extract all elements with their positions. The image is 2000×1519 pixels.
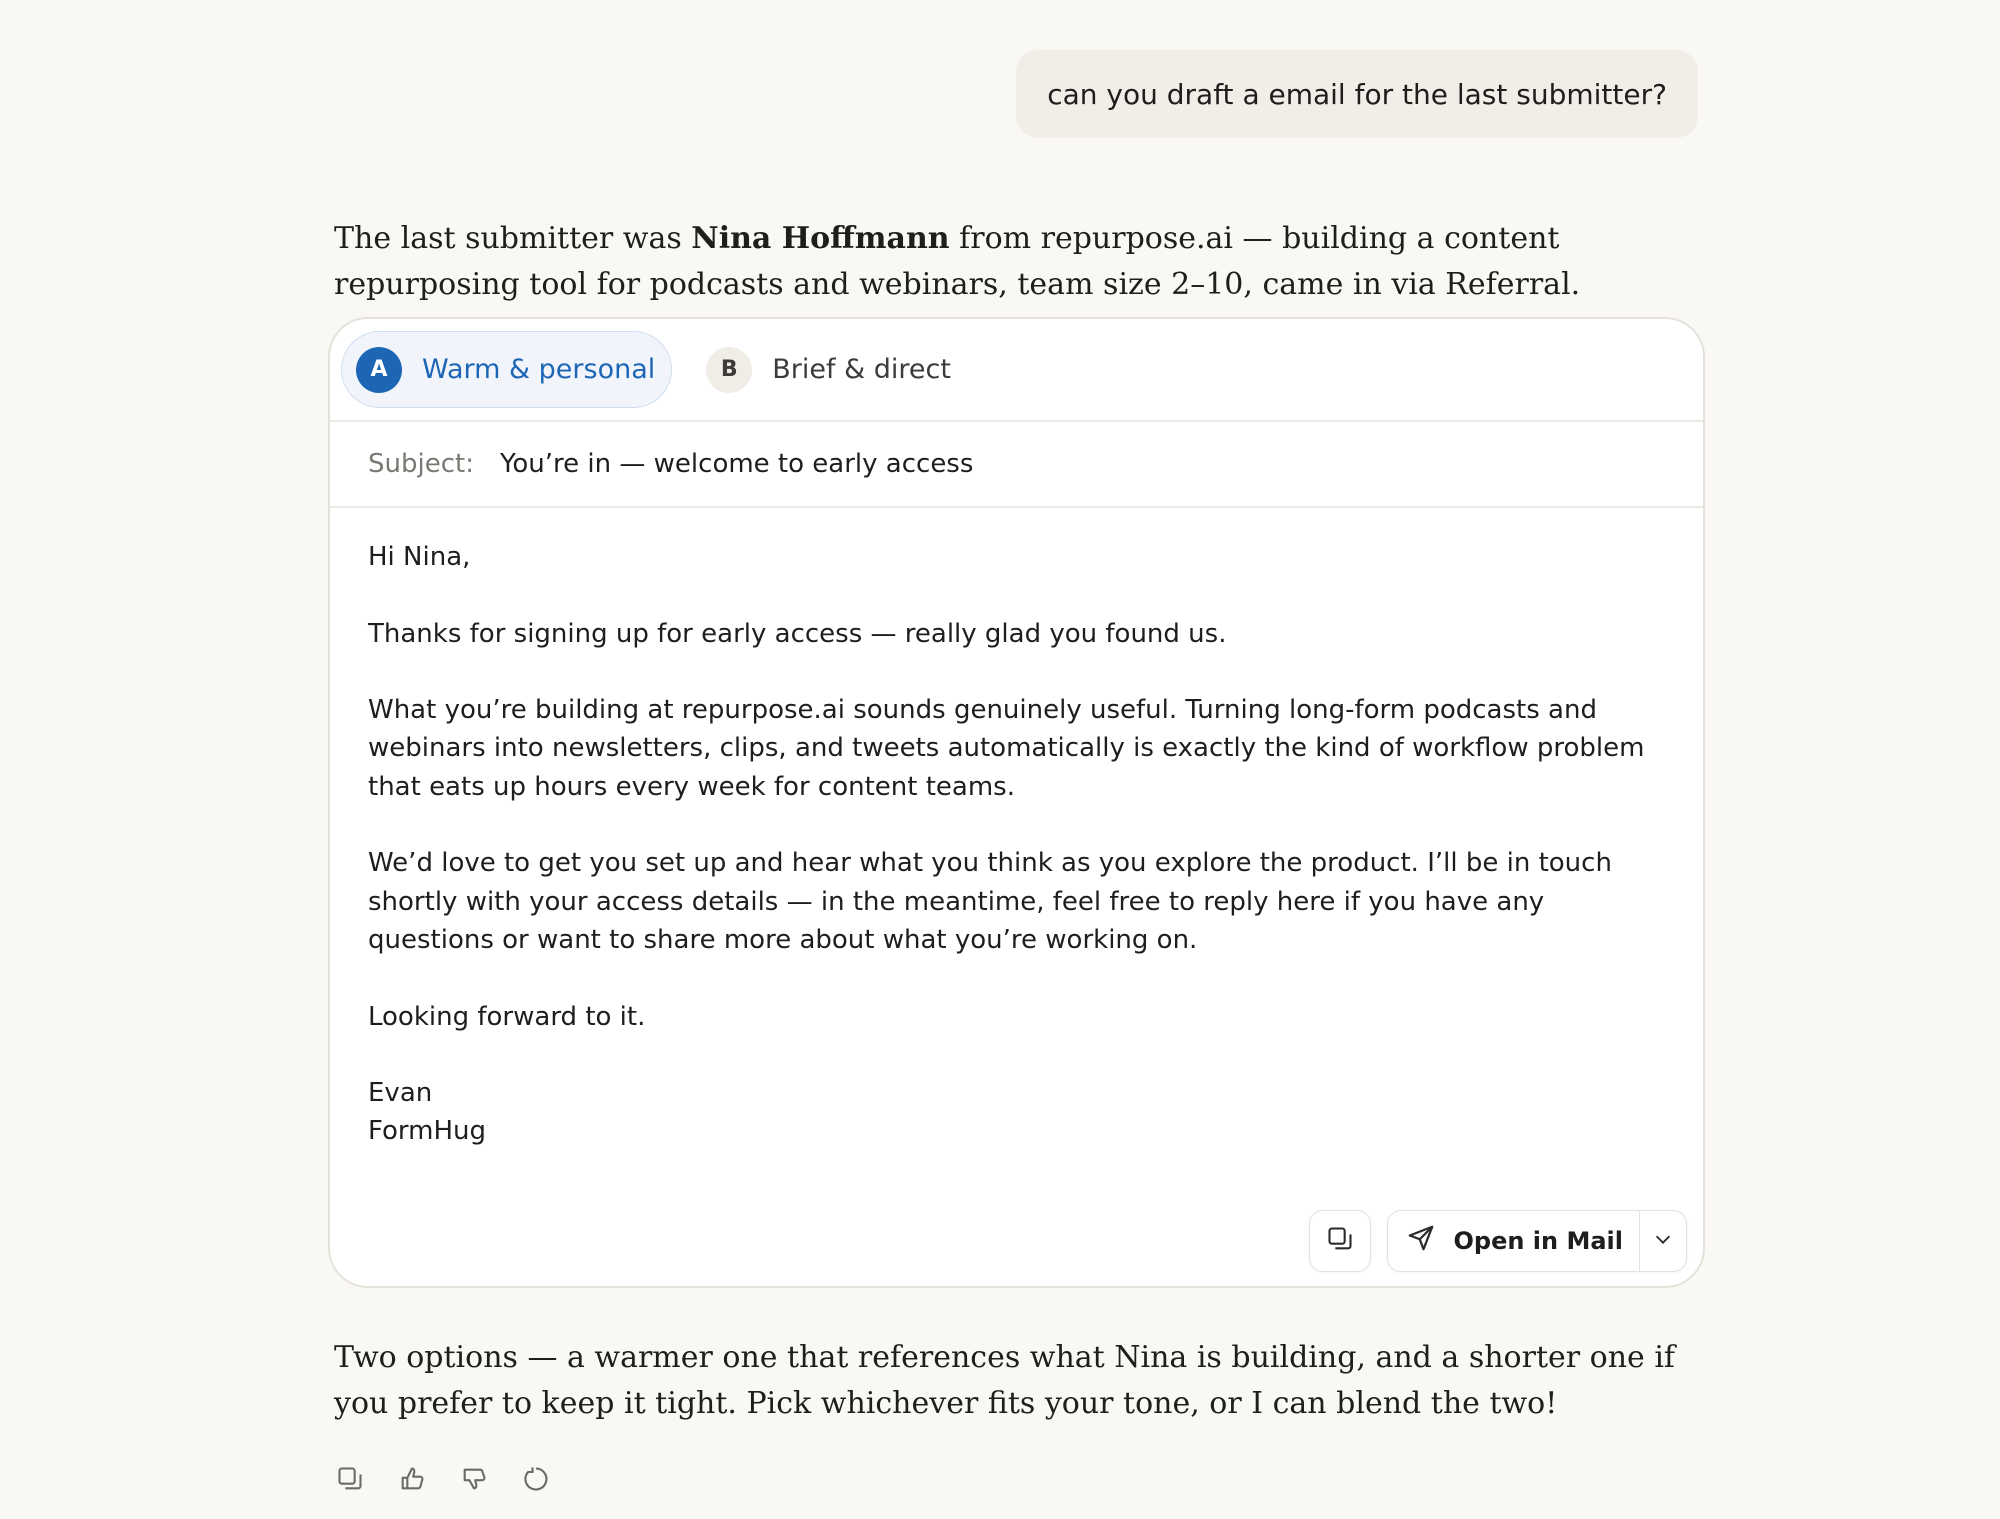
tab-warm-personal[interactable]: [341, 331, 672, 408]
email-paragraph: What you’re building at repurpose.ai sounds genuinely useful. Turning long-form podcasts and webinars into newsletters, clips, and tweets automatically is exactly the kind of workflow problem that eats up hours every week for content teams.: [368, 695, 1645, 802]
copy-email-button[interactable]: [1309, 1210, 1371, 1272]
email-paragraph: We’d love to get you set up and hear what you think as you explore the product. I’ll be in touch shortly with your access details — in the meantime, feel free to reply here if you have any questions or want to share more about what you’re working on.: [368, 848, 1612, 955]
open-in-mail-label: Open in Mail: [1453, 1227, 1623, 1255]
email-paragraph: Thanks for signing up for early access — really glad you found us.: [368, 618, 1227, 649]
draft-tabs: [330, 319, 1703, 422]
subject-label: Subject:: [368, 449, 474, 479]
option-badge-b: B: [706, 347, 752, 393]
subject-text: You’re in — welcome to early access: [499, 449, 974, 479]
assistant-outro: Two options — a warmer one that references what Nina is building, and a shorter one if you prefer to keep it tight. Pick whichever fits your tone, or I can blend the two!: [334, 1340, 1676, 1421]
open-in-mail-button[interactable]: [1388, 1211, 1641, 1271]
chevron-down-icon: [1652, 1228, 1674, 1254]
email-body: [330, 508, 1703, 1151]
tab-label: Warm & personal: [422, 354, 656, 385]
email-closing: Looking forward to it.: [368, 1001, 646, 1032]
submitter-name: Nina Hoffmann: [691, 221, 950, 256]
assistant-intro: [334, 216, 1734, 308]
send-icon: [1406, 1223, 1436, 1259]
signature-company: FormHug: [368, 1116, 487, 1147]
tab-brief-direct[interactable]: [692, 331, 967, 408]
option-badge-a: A: [356, 347, 402, 393]
signature-name: Evan: [368, 1078, 433, 1109]
email-draft-card: [328, 317, 1705, 1288]
mail-options-dropdown[interactable]: [1640, 1211, 1686, 1271]
open-in-mail-group: [1387, 1210, 1688, 1272]
copy-icon: [1326, 1225, 1354, 1257]
email-greeting: Hi Nina,: [368, 542, 471, 572]
tab-label: Brief & direct: [772, 354, 951, 385]
card-actions: [1309, 1210, 1688, 1272]
intro-text-rest: from repurpose.ai — building a content repurposing tool for podcasts and webinars, team size 2–10, came in via Referral.: [334, 221, 1581, 302]
user-message-text: can you draft a email for the last submitter?: [1047, 77, 1667, 111]
thumbs-down-icon[interactable]: [458, 1462, 490, 1496]
retry-icon[interactable]: [520, 1462, 552, 1496]
copy-icon[interactable]: [334, 1462, 366, 1496]
user-message: [1016, 50, 1698, 138]
thumbs-up-icon[interactable]: [396, 1462, 428, 1496]
subject-row: [330, 422, 1703, 508]
message-actions: [334, 1462, 552, 1496]
intro-text: The last submitter was: [334, 221, 692, 256]
